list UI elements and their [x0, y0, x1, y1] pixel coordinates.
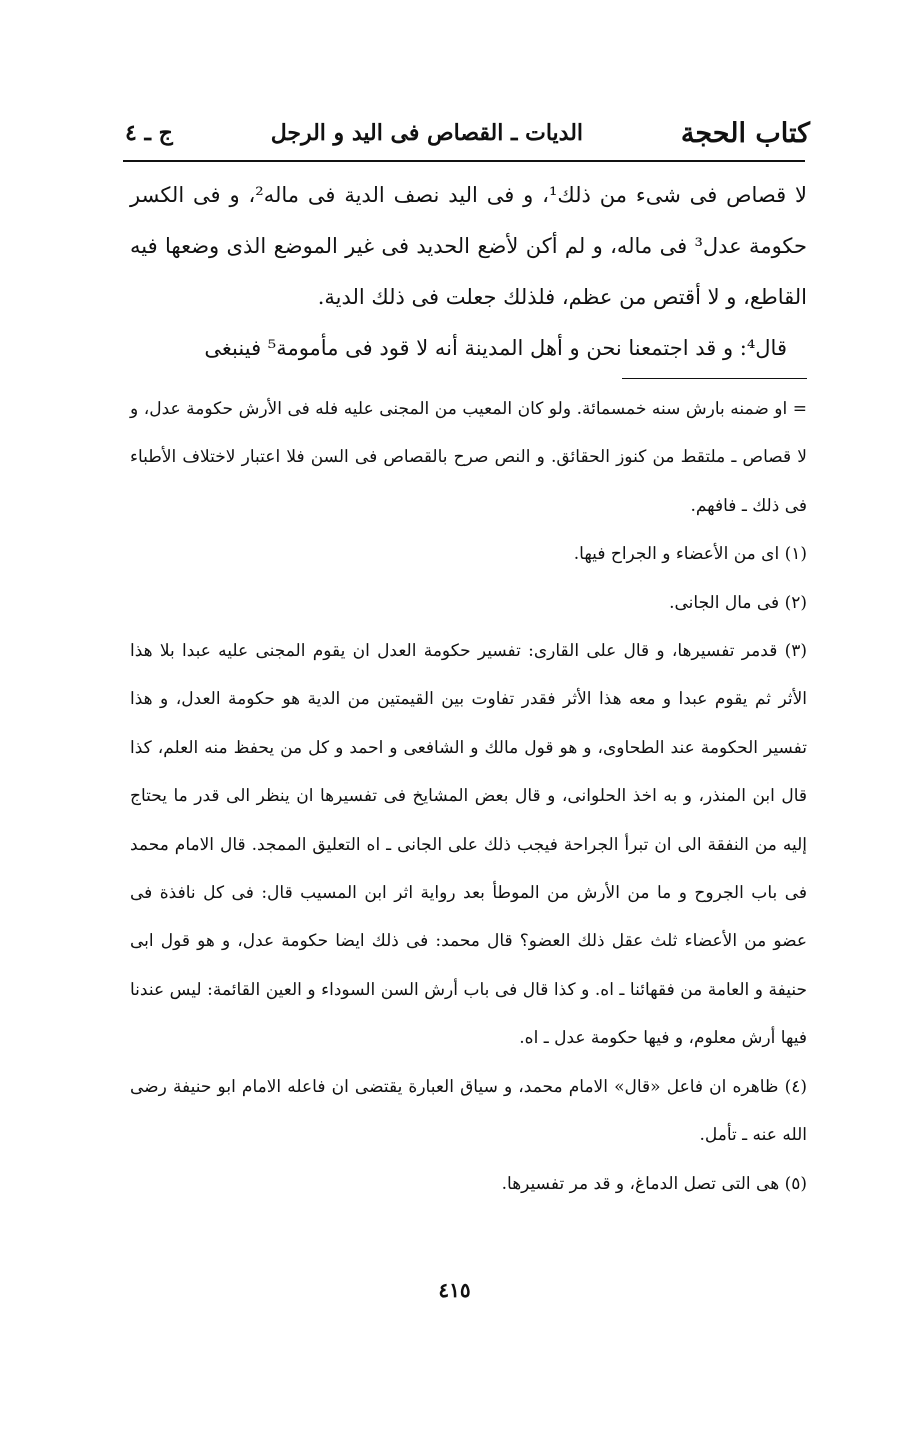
book-title: كتاب الحجة [680, 117, 810, 149]
footnote-5: (٥) هى التى تصل الدماغ، و قد مر تفسيرها. [501, 1173, 807, 1194]
volume-number: ج ـ ٤ [125, 120, 173, 146]
footnote-2: (٢) فى مال الجانى. [669, 592, 807, 613]
footnote-1: (١) اى من الأعضاء و الجراح فيها. [573, 544, 807, 565]
footnotes [130, 385, 807, 1208]
main-paragraph: قال⁴: و قد اجتمعنا نحن و أهل المدينة أنه لا قود فى مأمومة⁵ فينبغى [204, 336, 787, 360]
running-header [125, 108, 810, 158]
footnote-3: (٣) قدمر تفسيرها، و قال على القارى: تفسير حكومة العدل ان يقوم المجنى عليه عبدا بلا هذا الأثر ثم يقوم عبدا و معه هذا الأثر فقدر تفاوت بين القيمتين من الدية هو حكومة العدل، و هذا تفسير الحكومة عند الطحاوى، و هو قول مالك و الشافعى و احمد و كل من يحفظ منه العلم، كذا قال ابن المنذر، و به اخذ الحلوانى، و قال بعض المشايخ فى تفسيرها ان ينظر الى قدر ما يحتاج إليه من النفقة الى ان تبرأ الجراحة فيجب ذلك على الجانى ـ اه التعليق الممجد. قال الامام محمد فى باب الجروح و ما من الأرش من الموطأ بعد رواية اثر ابن المسيب قال: فى كل نافذة فى عضو من الأعضاء ثلث عقل ذلك العضو؟ قال محمد: فى ذلك ايضا حكومة عدل، و هو قول ابى حنيفة و العامة من فقهائنا ـ اه. و كذا قال فى باب أرش السن السوداء و العين القائمة: ليس عندنا فيها أرش معلوم، و فيها حكومة عدل ـ اه. [130, 641, 808, 1049]
page-number: ٤١٥ [438, 1278, 471, 1302]
header-rule [123, 160, 805, 162]
main-text [130, 170, 807, 374]
footnote-rule [622, 378, 807, 379]
chapter-title: الديات ـ القصاص فى اليد و الرجل [270, 120, 584, 146]
footnote-4: (٤) ظاهره ان فاعل «قال» الامام محمد، و سياق العبارة يقتضى ان فاعله الامام ابو حنيفة رضى الله عنه ـ تأمل. [130, 1076, 807, 1146]
footnote-continuation: = او ضمنه بارش سنه خمسمائة. ولو كان المعيب من المجنى عليه فله فى الأرش حكومة عدل، و لا قصاص ـ ملتقط من كنوز الحقائق. و النص صرح بالقصاص فى السن فلا اعتبار لاختلاف الأطباء فى ذلك ـ فافهم. [130, 399, 807, 516]
main-paragraph: لا قصاص فى شىء من ذلك¹، و فى اليد نصف الدية فى ماله²، و فى الكسر حكومة عدل³ فى ماله، و لم أكن لأضع الحديد فى غير الموضع الذى وضعها فيه القاطع، و لا أقتص من عظم، فلذلك جعلت فى ذلك الدية. [130, 183, 808, 309]
